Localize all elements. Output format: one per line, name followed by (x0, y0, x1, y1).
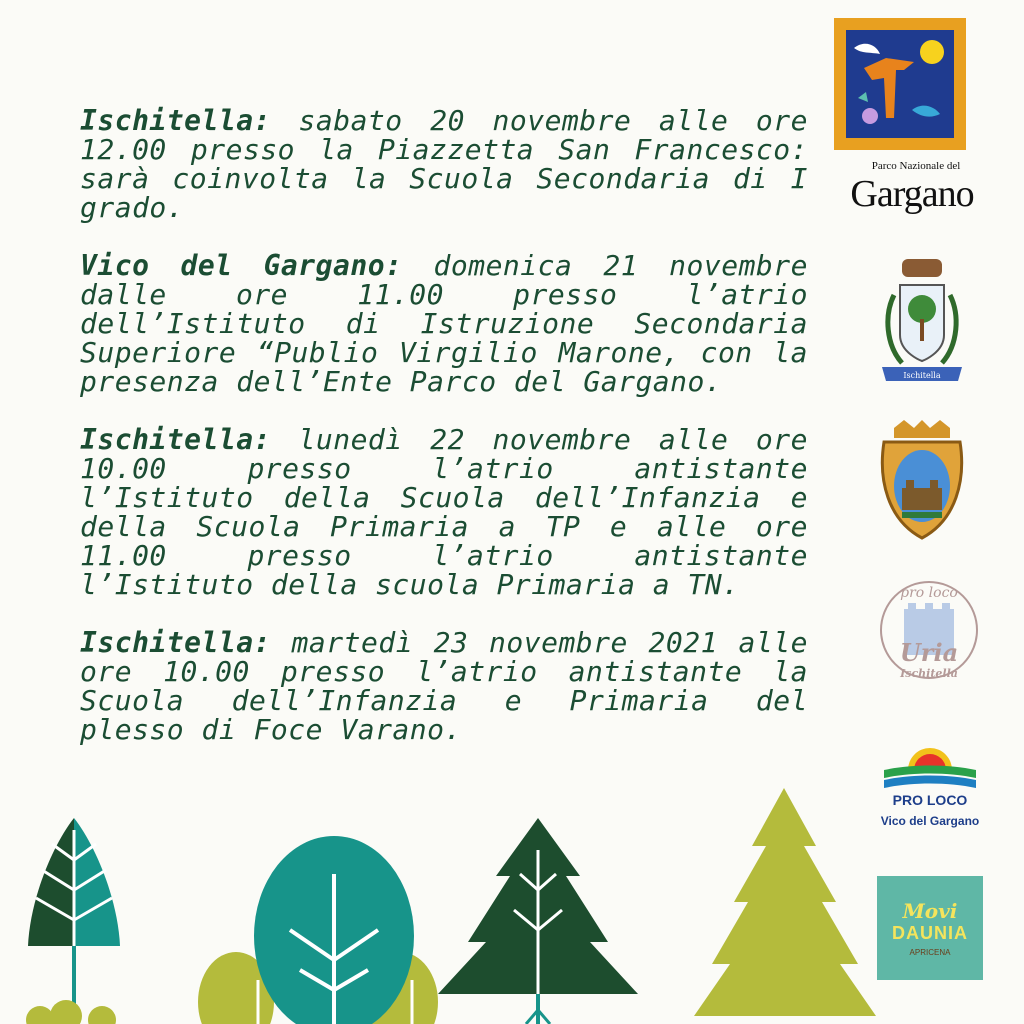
pro-loco-vico-icon (882, 740, 978, 792)
event-paragraph-1 (80, 106, 808, 222)
bush-left-icon (26, 1000, 116, 1024)
event-details: lunedì 22 novembre alle ore 10.00 presso l’atrio antistante l’Istituto della Scuola dell’Infanzia e della Scuola Primaria a TP e alle ore 11.00 presso l’atrio antistante l’Istituto della scuola Primaria a TN. (80, 423, 808, 601)
parco-gargano-emblem-icon (834, 18, 966, 150)
trees-illustration (0, 780, 880, 1024)
event-schedule (80, 106, 808, 773)
vico-coat-of-arms-icon (874, 420, 970, 544)
event-place: Ischitella: (80, 423, 271, 456)
event-details: domenica 21 novembre dalle ore 11.00 presso l’atrio dell’Istituto di Istruzione Secondaria Superiore “Publio Virgilio Marone, con la presenza dell’Ente Parco del Gargano. (80, 249, 809, 398)
pro-loco-uria-place: Ischitella (900, 667, 958, 680)
parco-gargano-logo (828, 0, 978, 220)
ischitella-coat-of-arms (874, 255, 970, 391)
movi-daunia-title: Movi (902, 899, 958, 923)
tree-2-icon (198, 836, 438, 1024)
pro-loco-vico-logo (878, 732, 982, 836)
pro-loco-vico-place: Vico del Gargano (880, 814, 980, 828)
event-place: Ischitella: (80, 104, 271, 137)
movi-daunia-logo (876, 874, 984, 982)
movi-daunia-box (877, 876, 983, 980)
vico-coat-of-arms (874, 420, 970, 544)
pro-loco-uria-logo (874, 575, 984, 685)
tree-3-icon (438, 818, 638, 1024)
event-place: Vico del Gargano: (80, 249, 403, 282)
ischitella-ribbon-label: Ischitella (903, 371, 941, 380)
tree-4-icon (694, 788, 876, 1016)
pro-loco-uria-top-text: pro loco (900, 585, 958, 601)
event-details: sabato 20 novembre alle ore 12.00 presso la Piazzetta San Francesco: sarà coinvolta la Scuola Secondaria di I grado. (80, 104, 808, 224)
parco-logo-small-text: Parco Nazionale del (871, 160, 961, 172)
pro-loco-uria-icon (874, 575, 984, 685)
event-paragraph-4 (80, 628, 808, 744)
event-place: Ischitella: (80, 626, 271, 659)
movi-daunia-sub: DAUNIA (892, 923, 968, 943)
event-details: martedì 23 novembre 2021 alle ore 10.00 presso l’atrio antistante la Scuola dell’Infanzia e Primaria del plesso di Foce Varano. (80, 626, 808, 746)
pro-loco-vico-name: PRO LOCO (892, 792, 968, 808)
event-paragraph-2 (80, 251, 808, 396)
ischitella-coat-of-arms-icon (874, 255, 970, 391)
tree-1-icon (28, 818, 120, 1024)
parco-logo-big-text: Gargano (850, 173, 974, 215)
movi-daunia-small: APRICENA (909, 948, 951, 957)
pro-loco-uria-name: Uria (899, 638, 959, 667)
event-paragraph-3 (80, 425, 808, 599)
